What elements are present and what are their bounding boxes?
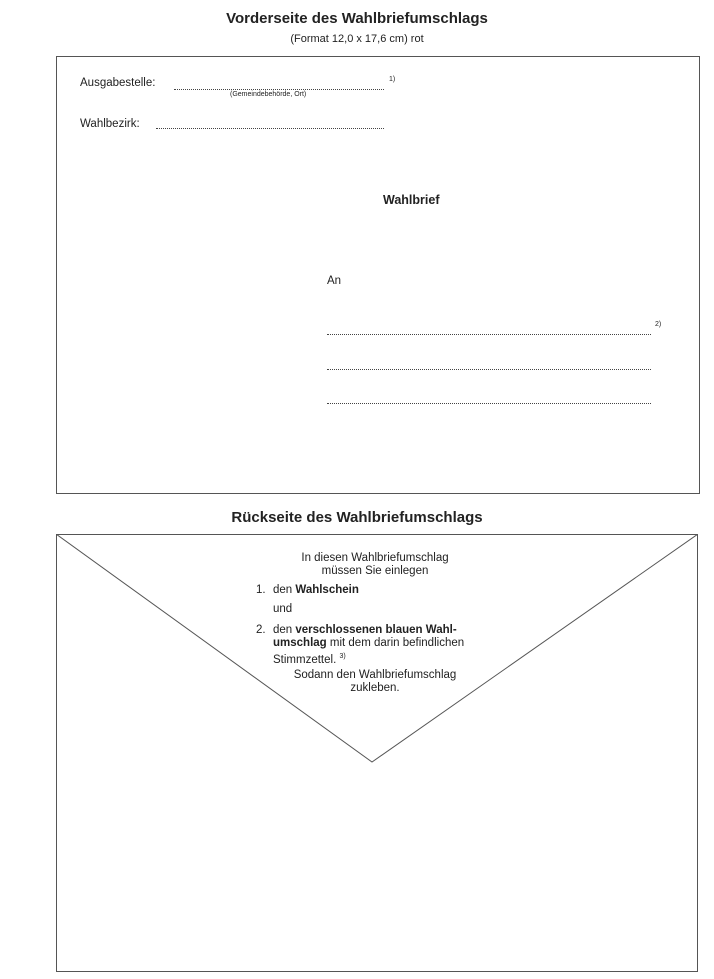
back-title: Rückseite des Wahlbriefumschlags [231, 509, 483, 526]
issuer-caption: (Gemeindebehörde, Ort) [230, 91, 307, 98]
address-footnote: 2) [655, 321, 662, 328]
issuer-label: Ausgabestelle: [80, 77, 156, 89]
item-2-number: 2. [256, 624, 266, 636]
address-line-1 [327, 334, 651, 335]
item-2-text: den verschlossenen blauen Wahl- umschlag mit dem darin befindlichen Stimmzettel. $^{3)}$ [273, 624, 465, 666]
closing-text [240, 669, 510, 695]
closing-line-1: Sodann den Wahlbriefumschlag [293, 669, 457, 681]
address-line-2 [327, 369, 651, 370]
to-label: An [327, 275, 342, 287]
intro-line-1: In diesen Wahlbriefumschlag [301, 552, 449, 564]
intro-text [240, 552, 510, 578]
and-text: und [273, 603, 293, 615]
issuer-footnote: 1) [389, 76, 396, 83]
address-line-3 [327, 403, 651, 404]
closing-line-2: zukleben. [350, 682, 400, 694]
district-label: Wahlbezirk: [80, 118, 140, 130]
front-title: Vorderseite des Wahlbriefumschlags [226, 10, 488, 27]
district-line [156, 128, 384, 129]
item-1-number: 1. [256, 584, 266, 596]
intro-line-2: müssen Sie einlegen [321, 565, 429, 577]
wahlbrief-heading: Wahlbrief [383, 193, 440, 207]
item-1-text: den Wahlschein [273, 584, 359, 596]
front-envelope [56, 56, 700, 494]
issuer-line [174, 89, 384, 90]
front-format-note: (Format 12,0 x 17,6 cm) rot [290, 33, 424, 45]
